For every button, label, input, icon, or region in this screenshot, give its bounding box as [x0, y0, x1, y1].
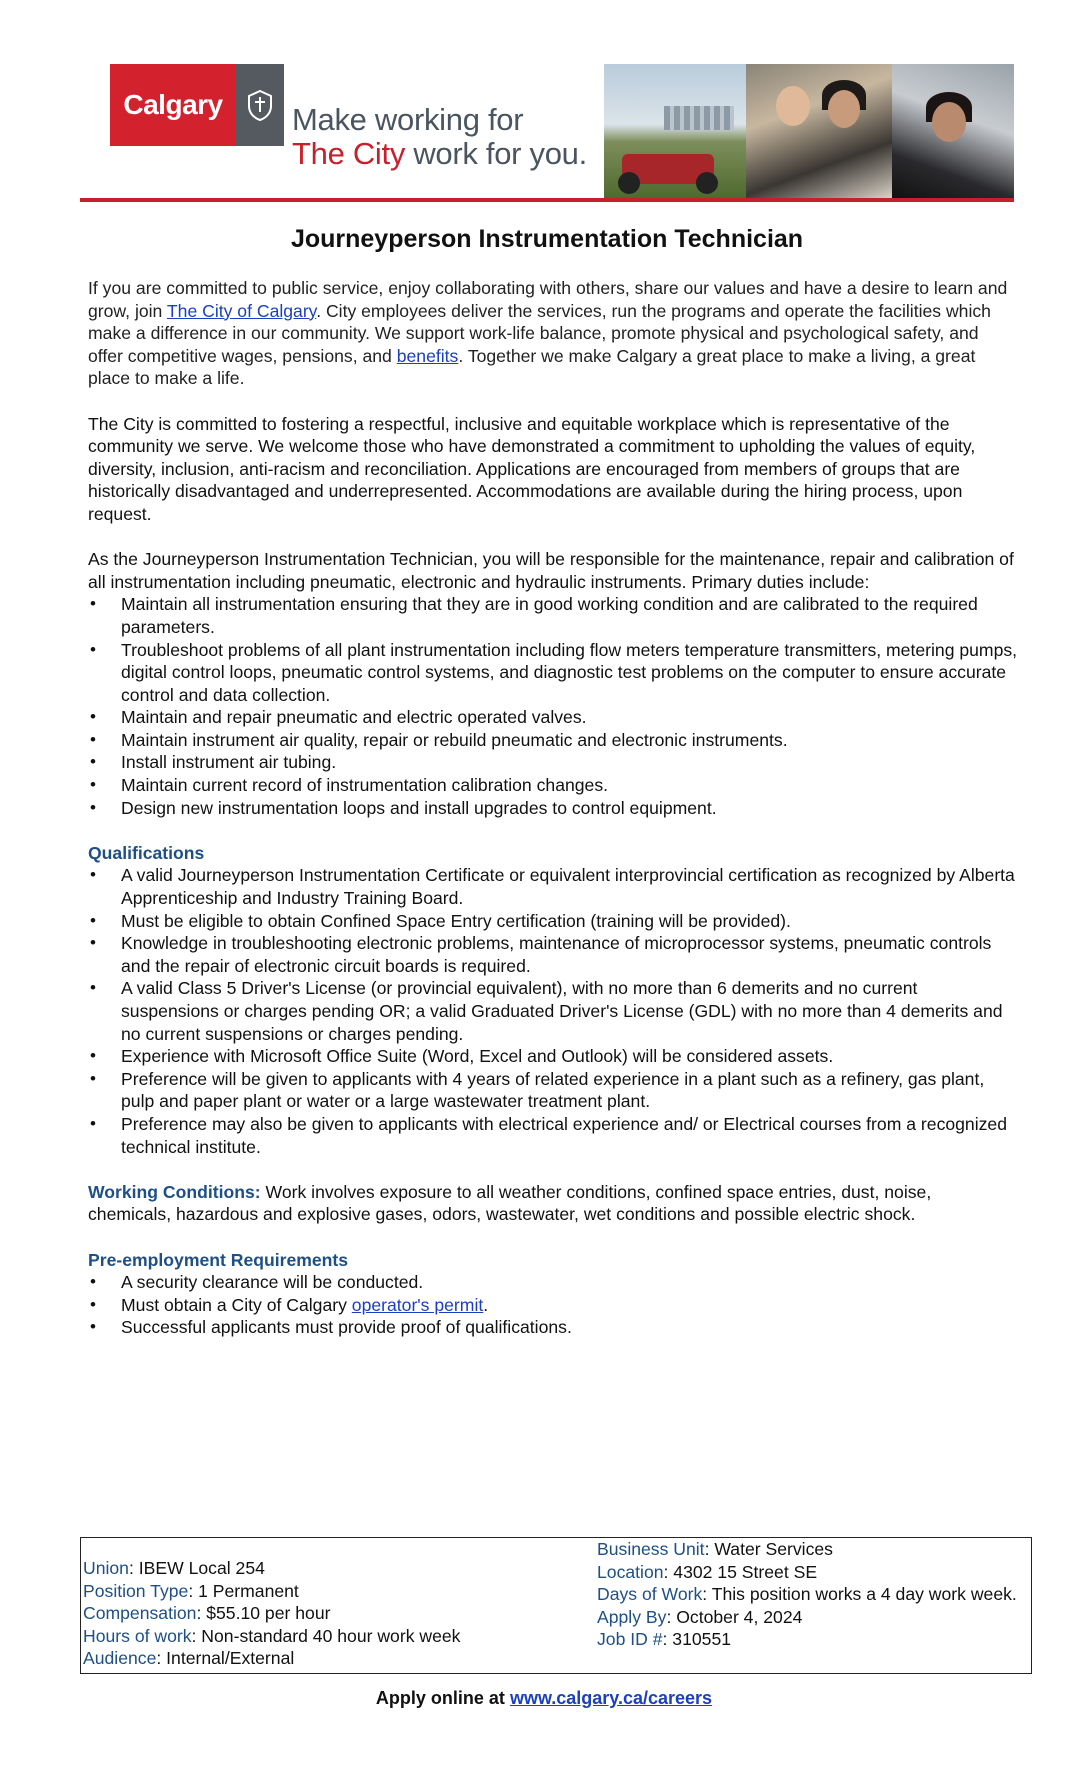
qualification-item: • Preference may also be given to applicants with electrical experience and/ or Electrical courses from a recognized technical institute. — [88, 1113, 1018, 1158]
city-of-calgary-link[interactable]: The City of Calgary — [166, 300, 317, 321]
union-row — [83, 1557, 593, 1580]
qualification-item: • Must be eligible to obtain Confined Space Entry certification (training will be provided). — [88, 910, 1018, 933]
hours-label: Hours of work — [83, 1625, 192, 1646]
requirement-text: Must obtain a City of Calgary — [121, 1294, 352, 1315]
job-id-value: : 310551 — [662, 1629, 732, 1650]
business-unit-row — [597, 1538, 1027, 1561]
city-crest-icon — [236, 64, 284, 146]
hours-value: : Non-standard 40 hour work week — [191, 1625, 461, 1646]
apply-online-line — [0, 1688, 1088, 1709]
qualification-item: • Knowledge in troubleshooting electronic problems, maintenance of microprocessor systems, pneumatic controls and the repair of electronic circuit boards is required. — [88, 932, 1018, 977]
requirement-item: • Successful applicants must provide proof of qualifications. — [88, 1316, 1018, 1339]
position-type-label: Position Type — [83, 1580, 189, 1601]
photo-mower-operator — [604, 64, 746, 198]
audience-row — [83, 1647, 593, 1670]
duty-item: • Design new instrumentation loops and install upgrades to control equipment. — [88, 797, 1018, 820]
intro-text-1: If you are committed to public service, enjoy collaborating with others, share our values and have a desire to learn and grow, join — [88, 278, 1008, 321]
days-of-work-row — [597, 1583, 1027, 1606]
job-id-row — [597, 1628, 1027, 1651]
intro-text-3: . Together we make Calgary a great place to make a living, a great place to make a life. — [88, 345, 976, 389]
header-banner — [80, 58, 1014, 200]
working-conditions-heading: Working Conditions: — [88, 1181, 261, 1202]
apply-by-value: : October 4, 2024 — [666, 1606, 803, 1627]
apply-by-label: Apply By — [597, 1606, 667, 1627]
job-details-left — [83, 1557, 593, 1670]
tagline-line-2 — [292, 137, 587, 171]
calgary-logo — [110, 64, 236, 146]
working-conditions-paragraph — [88, 1181, 1018, 1226]
duty-item: • Maintain and repair pneumatic and electric operated valves. — [88, 706, 1018, 729]
requirement-item: • A security clearance will be conducted. — [88, 1271, 1018, 1294]
audience-value: : Internal/External — [156, 1648, 295, 1669]
duty-item: • Troubleshoot problems of all plant instrumentation including flow meters temperature transmitters, metering pumps, digital control loops, pneumatic control systems, and diagnostic test problems on the computer to ensure accurate control and data collection. — [88, 639, 1018, 707]
photo-office-workers — [746, 64, 892, 198]
audience-label: Audience — [83, 1648, 157, 1669]
job-posting-body — [88, 277, 1018, 1362]
tagline-rest: work for you. — [405, 136, 587, 171]
working-conditions-text: Work involves exposure to all weather conditions, confined space entries, dust, noise, chemicals, hazardous and explosive gases, odors, wastewater, wet conditions and possible electric shock. — [88, 1181, 932, 1225]
qualification-item: • Experience with Microsoft Office Suite (Word, Excel and Outlook) will be considered assets. — [88, 1045, 1018, 1068]
job-details-table — [80, 1537, 1032, 1674]
qualifications-list — [88, 864, 1018, 1158]
business-unit-label: Business Unit — [597, 1539, 705, 1559]
qualification-item: • A valid Journeyperson Instrumentation Certificate or equivalent interprovincial certification as recognized by Alberta Apprenticeship and Industry Training Board. — [88, 864, 1018, 909]
location-label: Location — [597, 1561, 664, 1582]
tagline-city: The City — [292, 136, 406, 171]
role-paragraph: As the Journeyperson Instrumentation Technician, you will be responsible for the maintenance, repair and calibration of all instrumentation including pneumatic, electronic and hydraulic instruments. Primary duties include: — [88, 549, 1014, 592]
benefits-link[interactable]: benefits — [396, 345, 459, 366]
days-of-work-label: Days of Work — [597, 1584, 703, 1605]
duty-item: • Maintain current record of instrumentation calibration changes. — [88, 774, 1018, 797]
recruitment-tagline — [292, 103, 587, 171]
header-photo-strip — [604, 64, 1014, 198]
hours-row — [83, 1625, 593, 1648]
equity-paragraph: The City is committed to fostering a respectful, inclusive and equitable workplace which is representative of the community we serve. We welcome those who have demonstrated a commitment to upholding the values of equity, diversity, inclusion, anti-racism and reconciliation. Applications are encouraged from members of groups that are historically disadvantaged and underrepresented. Accommodations are available during the hiring process, upon request. — [88, 413, 976, 524]
qualifications-heading: Qualifications — [88, 842, 205, 863]
photo-transit-operator — [892, 64, 1014, 198]
apply-by-row — [597, 1606, 1027, 1629]
pre-employment-list — [88, 1271, 1018, 1339]
intro-paragraph — [88, 277, 1018, 390]
qualification-item: • A valid Class 5 Driver's License (or provincial equivalent), with no more than 6 demerits and no current suspensions or charges pending OR; a valid Graduated Driver's License (GDL) with no more than 4 demerits and no current suspensions or charges pending. — [88, 977, 1018, 1045]
careers-link[interactable]: www.calgary.ca/careers — [509, 1688, 713, 1708]
logo-text: Calgary — [123, 89, 223, 120]
pre-employment-heading: Pre-employment Requirements — [88, 1249, 349, 1270]
business-unit-value: : Water Services — [704, 1539, 833, 1559]
job-id-label: Job ID # — [597, 1629, 663, 1650]
position-type-value: : 1 Permanent — [188, 1580, 299, 1601]
requirement-text-end: . — [483, 1294, 489, 1315]
duties-list — [88, 593, 1018, 819]
intro-text-2: . City employees deliver the services, run the programs and operate the facilities which make a difference in our community. We support work-life balance, promote physical and psychological safety, and offer competitive wages, pensions, and — [88, 300, 991, 366]
position-type-row — [83, 1580, 593, 1603]
duty-item: • Maintain instrument air quality, repair or rebuild pneumatic and electronic instruments. — [88, 729, 1018, 752]
duty-item: • Maintain all instrumentation ensuring that they are in good working condition and are calibrated to the required parameters. — [88, 593, 1018, 638]
job-details-right — [597, 1538, 1027, 1651]
job-title: Journeyperson Instrumentation Technician — [290, 225, 804, 253]
apply-online-text: Apply online at — [375, 1688, 510, 1708]
compensation-label: Compensation — [83, 1603, 197, 1624]
tagline-line-1: Make working for — [292, 102, 524, 137]
union-value: : IBEW Local 254 — [128, 1558, 265, 1578]
days-of-work-value: : This position works a 4 day work week. — [702, 1584, 1017, 1605]
duty-item: • Install instrument air tubing. — [88, 751, 1018, 774]
operators-permit-link[interactable]: operator's permit — [351, 1294, 484, 1315]
union-label: Union — [83, 1558, 129, 1578]
location-value: : 4302 15 Street SE — [663, 1561, 818, 1582]
compensation-row — [83, 1602, 593, 1625]
requirement-item — [88, 1294, 1018, 1317]
qualification-item: • Preference will be given to applicants with 4 years of related experience in a plant such as a refinery, gas plant, pulp and paper plant or water or a large wastewater treatment plant. — [88, 1068, 1018, 1113]
header-divider — [80, 198, 1014, 202]
compensation-value: : $55.10 per hour — [196, 1603, 331, 1624]
location-row — [597, 1561, 1027, 1584]
